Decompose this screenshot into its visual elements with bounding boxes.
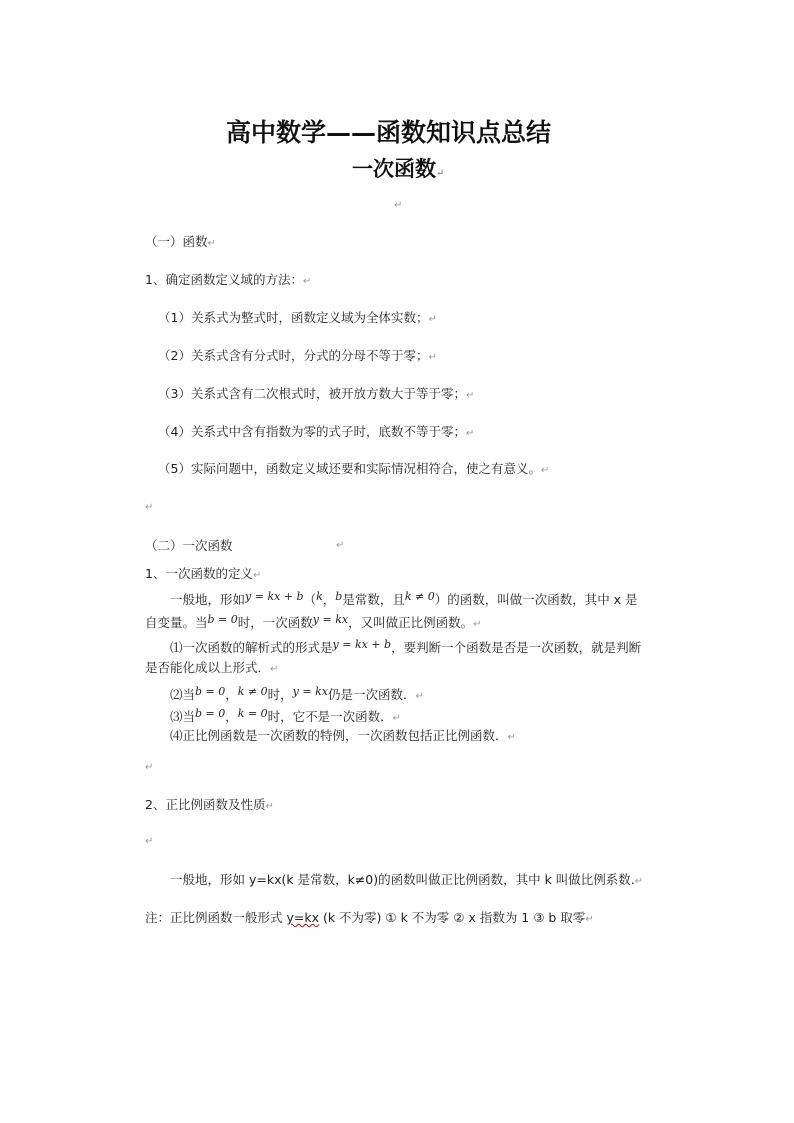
proportional-function-title — [145, 797, 274, 815]
domain-rule-2 — [158, 348, 437, 366]
formula-y-kx: y = kx — [292, 685, 328, 698]
definition-text: ）的函数，叫做一次函数，其中 x 是 — [434, 592, 638, 607]
definition-text: ， — [322, 592, 336, 607]
linear-function-definition-title — [145, 566, 261, 584]
note-text: ⑵当 — [170, 687, 196, 702]
formula-k-not-zero: k ≠ 0 — [237, 685, 268, 698]
formula-b: b — [335, 590, 343, 603]
formula-y-kx: y = kx — [312, 613, 349, 626]
item-1-title-text: 1、确定函数定义域的方法： — [145, 272, 303, 287]
formula-k-not-zero: k ≠ 0 — [404, 590, 435, 603]
domain-rule-text: （3）关系式含有二次根式时，被开放方数大于等于零； — [158, 386, 466, 401]
formula-k: k — [316, 590, 323, 603]
paragraph-mark-icon: ↵ — [145, 502, 154, 513]
note-2 — [170, 684, 424, 705]
item-2-title-text: 2、正比例函数及性质 — [145, 797, 266, 812]
note-4 — [170, 728, 516, 746]
paragraph-mark-icon: ↵ — [415, 691, 424, 702]
section-1-heading-text: （一）函数 — [145, 234, 208, 249]
note-text: 时， — [267, 687, 293, 702]
final-note — [145, 910, 594, 928]
paragraph-mark-icon: ↵ — [473, 619, 482, 630]
note-text: ⑷正比例函数是一次函数的特例，一次函数包括正比例函数． — [170, 728, 508, 743]
domain-rule-4 — [158, 424, 474, 442]
paragraph-mark-icon: ↵ — [394, 200, 403, 211]
definition-text: 时，一次函数 — [237, 615, 313, 630]
paragraph-mark-icon: ↵ — [428, 314, 437, 325]
domain-rule-text: （1）关系式为整式时，函数定义域为全体实数； — [158, 310, 429, 325]
paragraph-mark-icon: ↵ — [392, 713, 402, 724]
paragraph-mark-icon: ↵ — [428, 352, 437, 363]
paragraph-mark-icon: ↵ — [207, 238, 216, 249]
proportional-function-property — [170, 872, 643, 890]
paragraph-mark-icon: ↵ — [540, 465, 550, 476]
paragraph-mark-icon: ↵ — [336, 540, 345, 551]
definition-line-1 — [170, 589, 638, 608]
domain-rule-1 — [158, 310, 437, 328]
domain-rule-3 — [158, 386, 474, 404]
document-subtitle — [352, 153, 444, 183]
formula-y-kx-spellcheck: y=kx — [286, 910, 319, 925]
note-1-line-2 — [145, 660, 278, 678]
domain-rule-text: （5）实际问题中，函数定义域还要和实际情况相符合，使之有意义。 — [158, 461, 541, 476]
note-text: 是否能化成以上形式． — [145, 660, 271, 675]
note-text: ，要判断一个函数是否是一次函数，就是判断 — [391, 640, 642, 655]
final-note-text: (k 不为零) ① k 不为零 ② x 指数为 1 ③ b 取零 — [319, 910, 586, 925]
note-text: ， — [225, 709, 238, 724]
note-text: 仍是一次函数． — [327, 687, 416, 702]
paragraph-mark-icon: ↵ — [145, 762, 154, 773]
paragraph-mark-icon: ↵ — [252, 570, 262, 581]
section-1-item-1-title — [145, 272, 311, 290]
paragraph-mark-icon: ↵ — [634, 876, 644, 887]
note-3 — [170, 706, 401, 727]
formula-b-zero: b = 0 — [195, 707, 226, 720]
note-text: ⑴一次函数的解析式的形式是 — [170, 640, 333, 655]
section-2-heading-text: （二）一次函数 — [145, 538, 233, 553]
note-1-line-1 — [170, 637, 641, 656]
formula-b-zero: b = 0 — [195, 685, 226, 698]
final-note-text: 注：正比例函数一般形式 — [145, 910, 287, 925]
paragraph-mark-icon: ↵ — [270, 664, 279, 675]
paragraph-mark-icon: ↵ — [465, 428, 475, 439]
note-text: ， — [225, 687, 238, 702]
definition-text: （ — [303, 592, 317, 607]
paragraph-mark-icon: ↵ — [465, 390, 475, 401]
paragraph-mark-icon: ↵ — [436, 168, 445, 179]
definition-line-2 — [145, 612, 481, 633]
paragraph-mark-icon: ↵ — [585, 914, 594, 925]
section-1-heading — [145, 234, 216, 252]
domain-rule-text: （2）关系式含有分式时，分式的分母不等于零； — [158, 348, 429, 363]
definition-title-text: 1、一次函数的定义 — [145, 566, 253, 581]
formula-b-zero: b = 0 — [207, 613, 238, 626]
definition-text: 自变量。当 — [145, 615, 208, 630]
subtitle-text: 一次函数 — [352, 156, 436, 181]
note-text: ⑶当 — [170, 709, 196, 724]
document-title: 高中数学——函数知识点总结 — [226, 118, 552, 147]
note-text: 时，它不是一次函数． — [267, 709, 393, 724]
paragraph-mark-icon: ↵ — [507, 732, 516, 743]
paragraph-mark-icon: ↵ — [302, 276, 312, 287]
domain-rule-text: （4）关系式中含有指数为零的式子时，底数不等于零； — [158, 424, 466, 439]
definition-text: 一般地，形如 — [170, 592, 246, 607]
section-2-heading — [145, 538, 233, 554]
paragraph-mark-icon: ↵ — [265, 801, 274, 812]
definition-text: 是常数，且 — [342, 592, 405, 607]
domain-rule-5 — [158, 461, 549, 479]
formula-y-kx-b: y = kx + b — [245, 590, 304, 603]
formula-y-kx-b: y = kx + b — [332, 638, 392, 651]
property-text: 一般地，形如 y=kx(k 是常数，k≠0)的函数叫做正比例函数，其中 k 叫做比例系数. — [170, 872, 635, 887]
paragraph-mark-icon: ↵ — [145, 836, 154, 847]
formula-k-zero: k = 0 — [237, 707, 268, 720]
definition-text: ，又叫做正比例函数。 — [348, 615, 474, 630]
